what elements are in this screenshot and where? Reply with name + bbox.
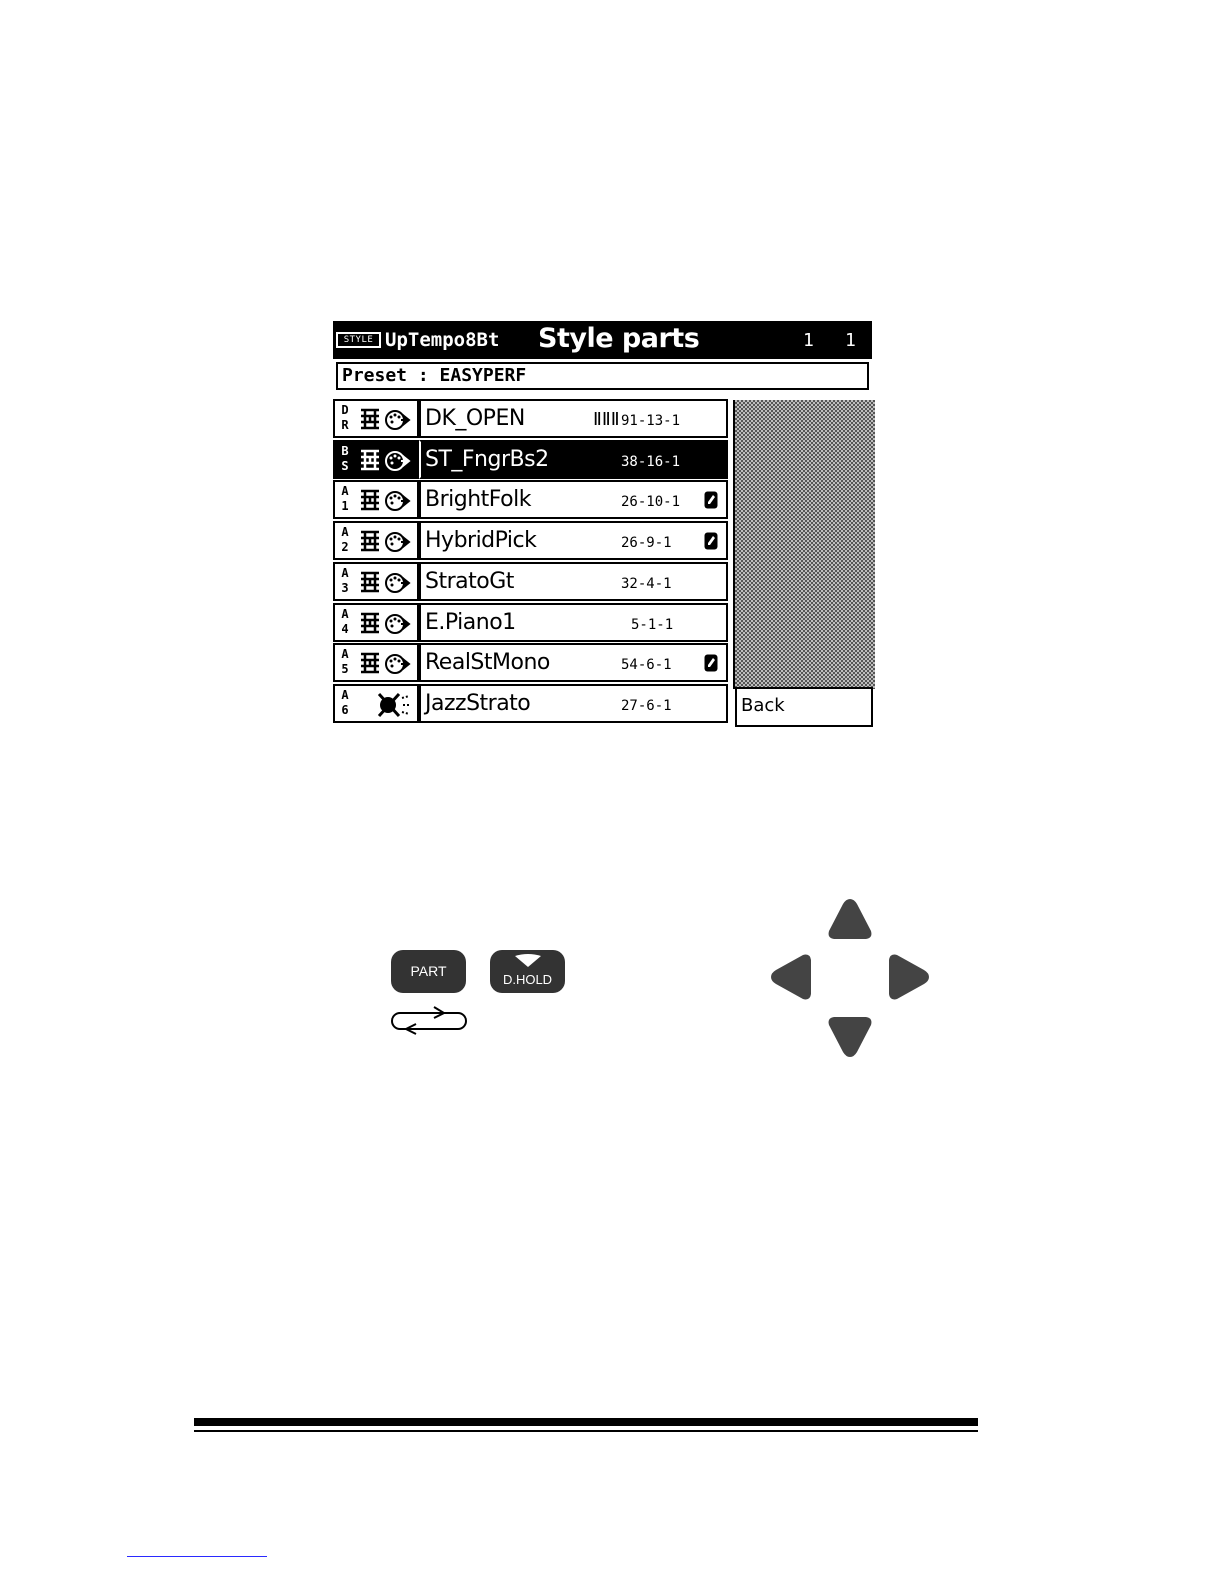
- back-button[interactable]: Back: [735, 687, 873, 727]
- track-row[interactable]: [333, 684, 729, 723]
- footer-rule: [194, 1418, 978, 1426]
- track-program: 91-13-1: [621, 413, 681, 429]
- footer-rule-thin: [194, 1430, 978, 1432]
- navigation-pad: [765, 893, 935, 1063]
- track-icons: [333, 521, 419, 560]
- track-name: DK_OPEN: [425, 406, 525, 431]
- track-name: E.Piano1: [425, 610, 516, 635]
- midi-out-icon[interactable]: [384, 652, 412, 676]
- track-name: JazzStrato: [425, 691, 531, 716]
- track-id: A 2: [341, 525, 349, 554]
- track-body[interactable]: [419, 562, 728, 601]
- style-name: UpTempo8Bt: [385, 329, 500, 351]
- midi-out-icon[interactable]: [384, 571, 412, 595]
- keyboard-icon[interactable]: [358, 488, 382, 512]
- track-icons: [333, 562, 419, 601]
- track-id: A 1: [341, 484, 349, 513]
- keyboard-icon[interactable]: [358, 651, 382, 675]
- track-row[interactable]: [333, 440, 729, 479]
- track-row[interactable]: [333, 399, 729, 438]
- track-row[interactable]: [333, 603, 729, 642]
- drum-kit-icon: ⅡⅡⅡ: [593, 409, 620, 430]
- track-row[interactable]: [333, 562, 729, 601]
- toggle-cycle-icon: [388, 1003, 470, 1039]
- track-body[interactable]: [419, 603, 728, 642]
- track-program: 38-16-1: [621, 454, 681, 470]
- arrow-up-icon[interactable]: [829, 899, 872, 939]
- track-id: B S: [341, 444, 349, 473]
- track-name: HybridPick: [425, 528, 537, 553]
- beat-counter: 1: [845, 330, 856, 351]
- track-id: A 3: [341, 566, 349, 595]
- preset-bar[interactable]: Preset : EASYPERF: [336, 362, 869, 390]
- track-name: BrightFolk: [425, 487, 531, 512]
- track-name: StratoGt: [425, 569, 514, 594]
- track-program: 26-10-1: [621, 494, 681, 510]
- page-title: Style parts: [538, 323, 700, 354]
- lock-icon[interactable]: [704, 491, 718, 509]
- track-row[interactable]: [333, 480, 729, 519]
- track-body[interactable]: [419, 440, 728, 479]
- keyboard-icon[interactable]: [358, 611, 382, 635]
- track-id: D R: [341, 403, 349, 432]
- track-row[interactable]: [333, 521, 729, 560]
- style-badge: STYLE: [336, 332, 381, 348]
- track-name: RealStMono: [425, 650, 550, 675]
- keyboard-icon[interactable]: [358, 407, 382, 431]
- midi-out-icon[interactable]: [384, 612, 412, 636]
- track-id: A 6: [341, 688, 349, 717]
- track-name: ST_FngrBs2: [425, 447, 549, 472]
- measure-counter: 1: [803, 330, 814, 351]
- arrow-left-icon[interactable]: [771, 955, 811, 1000]
- side-panel: [733, 400, 875, 689]
- track-program: 27-6-1: [621, 698, 672, 714]
- mute-icon[interactable]: [373, 690, 413, 720]
- track-program: 32-4-1: [621, 576, 672, 592]
- track-row[interactable]: [333, 643, 729, 682]
- midi-out-icon[interactable]: [384, 449, 412, 473]
- dhold-button[interactable]: [490, 950, 565, 993]
- keyboard-icon[interactable]: [358, 570, 382, 594]
- track-body[interactable]: [419, 521, 728, 560]
- footer-link-underline: [127, 1556, 267, 1557]
- track-icons: [333, 480, 419, 519]
- title-bar: [333, 321, 872, 359]
- track-body[interactable]: [419, 399, 728, 438]
- part-button[interactable]: PART: [391, 950, 466, 993]
- track-id: A 5: [341, 647, 349, 676]
- lcd-screen: [333, 321, 874, 729]
- dhold-label: D.HOLD: [502, 972, 553, 987]
- midi-out-icon[interactable]: [384, 530, 412, 554]
- track-body[interactable]: [419, 480, 728, 519]
- lock-icon[interactable]: [704, 532, 718, 550]
- track-program: 54-6-1: [621, 657, 672, 673]
- track-body[interactable]: [419, 684, 728, 723]
- lock-icon[interactable]: [704, 654, 718, 672]
- arrow-right-icon[interactable]: [889, 955, 929, 1000]
- track-icons: [333, 643, 419, 682]
- track-body[interactable]: [419, 643, 728, 682]
- led-indicator-icon: [514, 954, 542, 968]
- track-icons: [333, 399, 419, 438]
- track-program: 5-1-1: [631, 617, 674, 633]
- arrow-down-icon[interactable]: [829, 1017, 872, 1057]
- keyboard-icon[interactable]: [358, 529, 382, 553]
- midi-out-icon[interactable]: [384, 408, 412, 432]
- track-icons: [333, 440, 419, 479]
- track-icons: [333, 684, 419, 723]
- midi-out-icon[interactable]: [384, 489, 412, 513]
- keyboard-icon[interactable]: [358, 448, 382, 472]
- track-program: 26-9-1: [621, 535, 672, 551]
- track-id: A 4: [341, 607, 349, 636]
- track-icons: [333, 603, 419, 642]
